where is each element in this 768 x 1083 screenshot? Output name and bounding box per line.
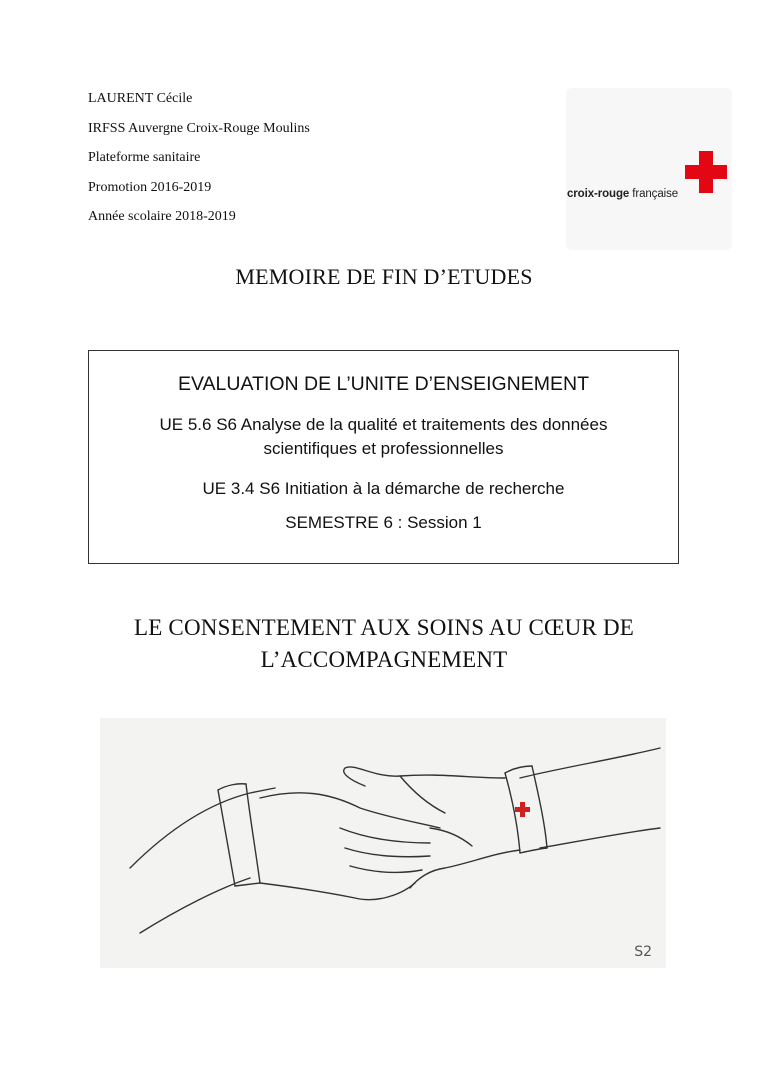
logo-brand-bold: croix-rouge xyxy=(567,188,630,200)
semester-line: SEMESTRE 6 : Session 1 xyxy=(285,513,482,532)
evaluation-box xyxy=(88,350,679,564)
handshake-drawing-icon xyxy=(100,718,666,968)
croix-rouge-logo xyxy=(566,88,732,250)
red-cross-icon-bar xyxy=(685,165,727,179)
document-title: MEMOIRE DE FIN D’ETUDES xyxy=(235,264,533,289)
signature: S2 xyxy=(634,944,652,960)
ue-3-4-line: UE 3.4 S6 Initiation à la démarche de recherche xyxy=(202,479,565,498)
thesis-title: LE CONSENTEMENT AUX SOINS AU CŒUR DE L’ACCOMPAGNEMENT xyxy=(133,615,635,672)
institute-name: IRFSS Auvergne Croix-Rouge Moulins xyxy=(88,120,310,136)
logo-text xyxy=(567,188,678,200)
evaluation-heading: EVALUATION DE L’UNITE D’ENSEIGNEMENT xyxy=(177,373,589,395)
author-name: LAURENT Cécile xyxy=(88,91,193,106)
author-info xyxy=(88,84,310,232)
handshake-illustration xyxy=(100,718,666,968)
promotion: Promotion 2016-2019 xyxy=(88,179,212,195)
ue-5-6-line: UE 5.6 S6 Analyse de la qualité et traitements des données scientifiques et professionnelles xyxy=(159,415,608,458)
logo-brand-light: française xyxy=(629,188,679,200)
platform-name: Plateforme sanitaire xyxy=(88,150,201,165)
school-year: Année scolaire 2018-2019 xyxy=(88,209,236,224)
wristband-cross-icon-bar xyxy=(515,807,530,812)
